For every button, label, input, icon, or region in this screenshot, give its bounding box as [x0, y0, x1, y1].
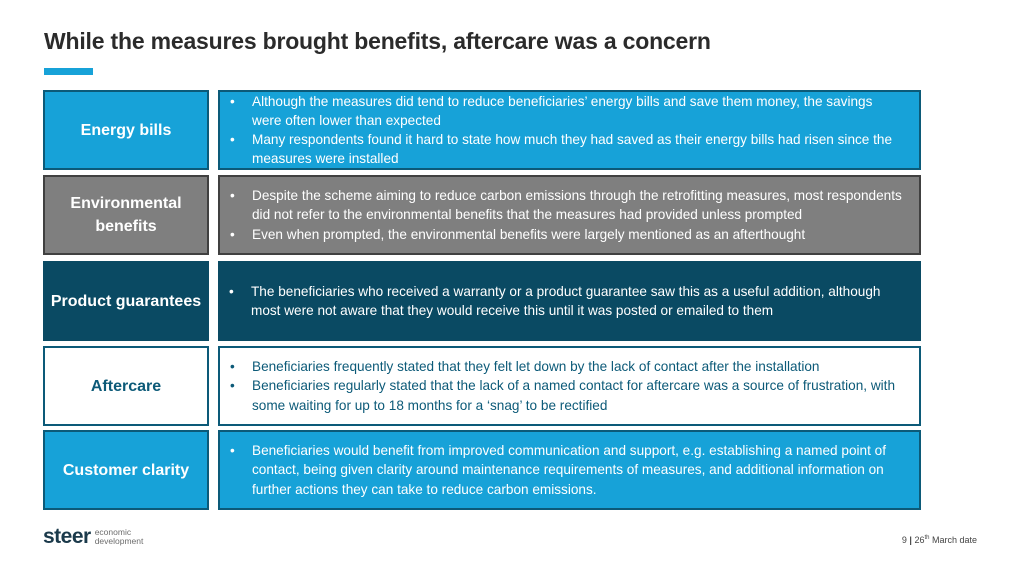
- logo-subtitle-line2: development: [94, 536, 144, 546]
- row-customer-clarity: [43, 430, 921, 510]
- row-environmental-benefits: [43, 175, 921, 255]
- row-energy-bills: [43, 90, 921, 170]
- row-aftercare: [43, 346, 921, 426]
- steer-logo: [43, 525, 143, 549]
- logo-subtitle-line1: economic: [94, 527, 132, 537]
- row-content-environmental-benefits: [218, 175, 921, 255]
- footer-date-rest: March date: [929, 535, 977, 545]
- row-content-energy-bills: [218, 90, 921, 170]
- bullet-item: • Beneficiaries regularly stated that the lack of a named contact for aftercare was a source of frustration, with some waiting for up to 18 months for a ‘snag’ to be rectified: [228, 376, 903, 414]
- bullet-item: • The beneficiaries who received a warranty or a product guarantee saw this as a useful addition, although most were not aware that they would receive this until it was posted or emailed to them: [227, 282, 904, 320]
- bullet-item: • Beneficiaries frequently stated that they felt let down by the lack of contact after the installation: [228, 357, 903, 376]
- row-label-environmental-benefits: Environmental benefits: [43, 175, 209, 255]
- row-content-customer-clarity: [218, 430, 921, 510]
- footer-date-day: 26: [914, 535, 925, 545]
- bullet-item: • Even when prompted, the environmental benefits were largely mentioned as an afterthought: [228, 225, 903, 244]
- slide-footer: [902, 535, 977, 545]
- logo-wordmark: steer: [43, 525, 91, 548]
- row-label-energy-bills: Energy bills: [43, 90, 209, 170]
- bullet-item: • Despite the scheme aiming to reduce carbon emissions through the retrofitting measures, most respondents did not refer to the environmental benefits that the measures had provided unless prompted: [228, 186, 903, 224]
- slide-title: While the measures brought benefits, aftercare was a concern: [44, 28, 711, 54]
- row-product-guarantees: [43, 261, 921, 341]
- bullet-item: • Many respondents found it hard to state how much they had saved as their energy bills had risen since the measures were installed: [228, 130, 903, 168]
- footer-date: [914, 535, 977, 545]
- row-label-customer-clarity: Customer clarity: [43, 430, 209, 510]
- row-content-product-guarantees: [218, 261, 921, 341]
- bullet-item: • Beneficiaries would benefit from improved communication and support, e.g. establishing a named point of contact, being given clarity around maintenance requirements of measures, and additional information on further actions they can take to reduce carbon emissions.: [228, 441, 903, 499]
- logo-subtitle: [95, 528, 144, 546]
- footer-separator: |: [909, 535, 912, 545]
- bullet-item: • Although the measures did tend to reduce beneficiaries’ energy bills and save them money, the savings were often lower than expected: [228, 92, 903, 130]
- page-number: 9: [901, 535, 907, 545]
- row-content-aftercare: [218, 346, 921, 426]
- row-label-aftercare: Aftercare: [43, 346, 209, 426]
- title-accent-bar: [44, 68, 93, 75]
- row-label-product-guarantees: Product guarantees: [43, 261, 209, 341]
- footer-date-suffix: th: [924, 535, 930, 541]
